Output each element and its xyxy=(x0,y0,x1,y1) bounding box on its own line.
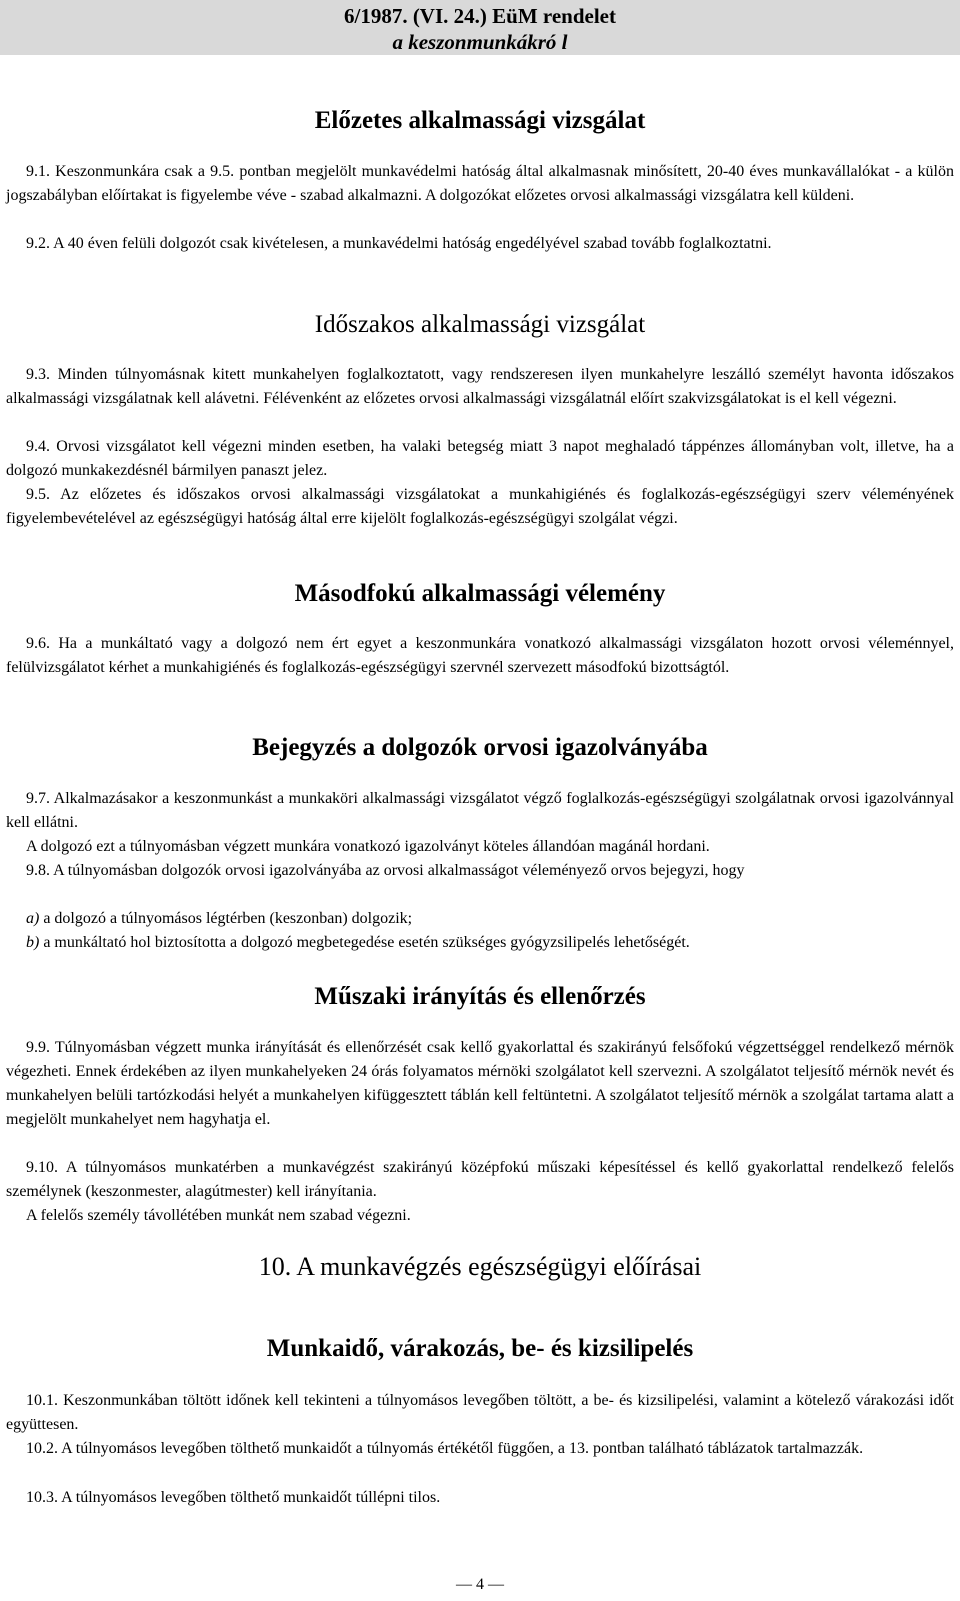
paragraph: 9.4. Orvosi vizsgálatot kell végezni minden esetben, ha valaki betegség miatt 3 napot meghaladó táppénzes állományban volt, illetve, ha a dolgozó munkakezdésnél bármilyen panaszt jelez. xyxy=(6,438,954,479)
paragraph: A dolgozó ezt a túlnyomásban végzett munkára vonatkozó igazolványt köteles állandóan magánál hordani. xyxy=(26,838,710,855)
paragraph: 9.7. Alkalmazásakor a keszonmunkást a munkaköri alkalmassági vizsgálatot végző foglalkozás-egészségügyi szolgálatnak orvosi igazolvánnyal kell ellátni. xyxy=(6,790,954,831)
paragraph: 10.3. A túlnyomásos levegőben tölthető munkaidőt túllépni tilos. xyxy=(26,1489,441,1506)
section-title: Műszaki irányítás és ellenőrzés xyxy=(314,983,646,1010)
paragraph: A felelős személy távollétében munkát nem szabad végezni. xyxy=(26,1207,411,1224)
section-title: Bejegyzés a dolgozók orvosi igazolványába xyxy=(252,734,708,761)
document-header xyxy=(0,0,960,55)
paragraph: 10.2. A túlnyomásos levegőben tölthető munkaidőt a túlnyomás értékétől függően, a 13. pontban található táblázatok tartalmazzák. xyxy=(26,1440,864,1457)
section-title: Időszakos alkalmassági vizsgálat xyxy=(314,311,646,338)
section-title: Munkaidő, várakozás, be- és kizsilipelés xyxy=(266,1335,694,1362)
paragraph: 9.10. A túlnyomásos munkatérben a munkavégzést szakirányú középfokú műszaki képesítéssel és kellő gyakorlattal rendelkező felelős személynek (keszonmester, alagútmester) kell irányítania. xyxy=(6,1159,954,1200)
header-title: 6/1987. (VI. 24.) EüM rendelet xyxy=(343,4,616,28)
paragraph: 9.8. A túlnyomásban dolgozók orvosi igazolványába az orvosi alkalmasságot véleményező orvos bejegyzi, hogy xyxy=(26,862,745,879)
paragraph: 9.1. Keszonmunkára csak a 9.5. pontban megjelölt munkavédelmi hatóság által alkalmasnak minősített, 20-40 éves munkavállalókat - a külön jogszabályban előírtakat is figyelembe véve - szabad alkalmazni. A dolgozókat előzetes orvosi alkalmassági vizsgálatra kell küldeni. xyxy=(6,163,954,204)
section-title: Másodfokú alkalmassági vélemény xyxy=(294,580,666,607)
chapter-title: 10. A munkavégzés egészségügyi előírásai xyxy=(258,1252,702,1281)
paragraph: 9.3. Minden túlnyomásnak kitett munkahelyen foglalkoztatott, vagy rendszeresen ilyen munkahelyre leszálló személyt havonta időszakos alkalmassági vizsgálatnak kell alávetni. Félévenként az előzetes orvosi alkalmassági vizsgálatnál előírt szakvizsgálatokat is el kell végezni. xyxy=(6,366,954,407)
paragraph: 9.2. A 40 éven felüli dolgozót csak kivételesen, a munkavédelmi hatóság engedélyével szabad tovább foglalkoztatni. xyxy=(26,235,772,252)
paragraph: 9.5. Az előzetes és időszakos orvosi alkalmassági vizsgálatokat a munkahigiénés és foglalkozás-egészségügyi szerv véleményének figyelembevételével az egészségügyi hatóság által erre kijelölt foglalkozás-egészségügyi szolgálat végzi. xyxy=(6,486,954,527)
paragraph-item-a: a) a dolgozó a túlnyomásos légtérben (keszonban) dolgozik; xyxy=(26,910,413,927)
paragraph: 9.9. Túlnyomásban végzett munka irányítását és ellenőrzését csak kellő gyakorlattal és szakirányú felsőfokú végzettséggel rendelkező mérnök végezheti. Ennek érdekében az ilyen munkahelyeken 24 órás folyamatos mérnöki szolgálatot kell szervezni. A szolgálatot teljesítő mérnök nevét és munkahelyen belüli tartózkodási helyét a munkahelyen kifüggesztett táblán kell feltüntetni. A szolgálatot teljesítő mérnök a szolgálat tartama alatt a megjelölt munkahelyet nem hagyhatja el. xyxy=(6,1039,954,1128)
page-number: — 4 — xyxy=(456,1576,504,1593)
paragraph: 10.1. Keszonmunkában töltött időnek kell tekinteni a túlnyomásos levegőben töltött, a be- és kizsilipelési, valamint a kötelező várakozási időt együttesen. xyxy=(6,1392,954,1433)
header-subtitle: a keszonmunkákró l xyxy=(392,30,568,54)
paragraph-item-b: b) a munkáltató hol biztosította a dolgozó megbetegedése esetén szükséges gyógyzsilipelés lehetőségét. xyxy=(26,934,690,951)
section-title: Előzetes alkalmassági vizsgálat xyxy=(314,107,646,134)
paragraph: 9.6. Ha a munkáltató vagy a dolgozó nem ért egyet a keszonmunkára vonatkozó alkalmassági vizsgálaton hozott orvosi véleménnyel, felülvizsgálatot kérhet a munkahigiénés és foglalkozás-egészségügyi szervnél szervezett másodfokú bizottságtól. xyxy=(6,635,954,676)
